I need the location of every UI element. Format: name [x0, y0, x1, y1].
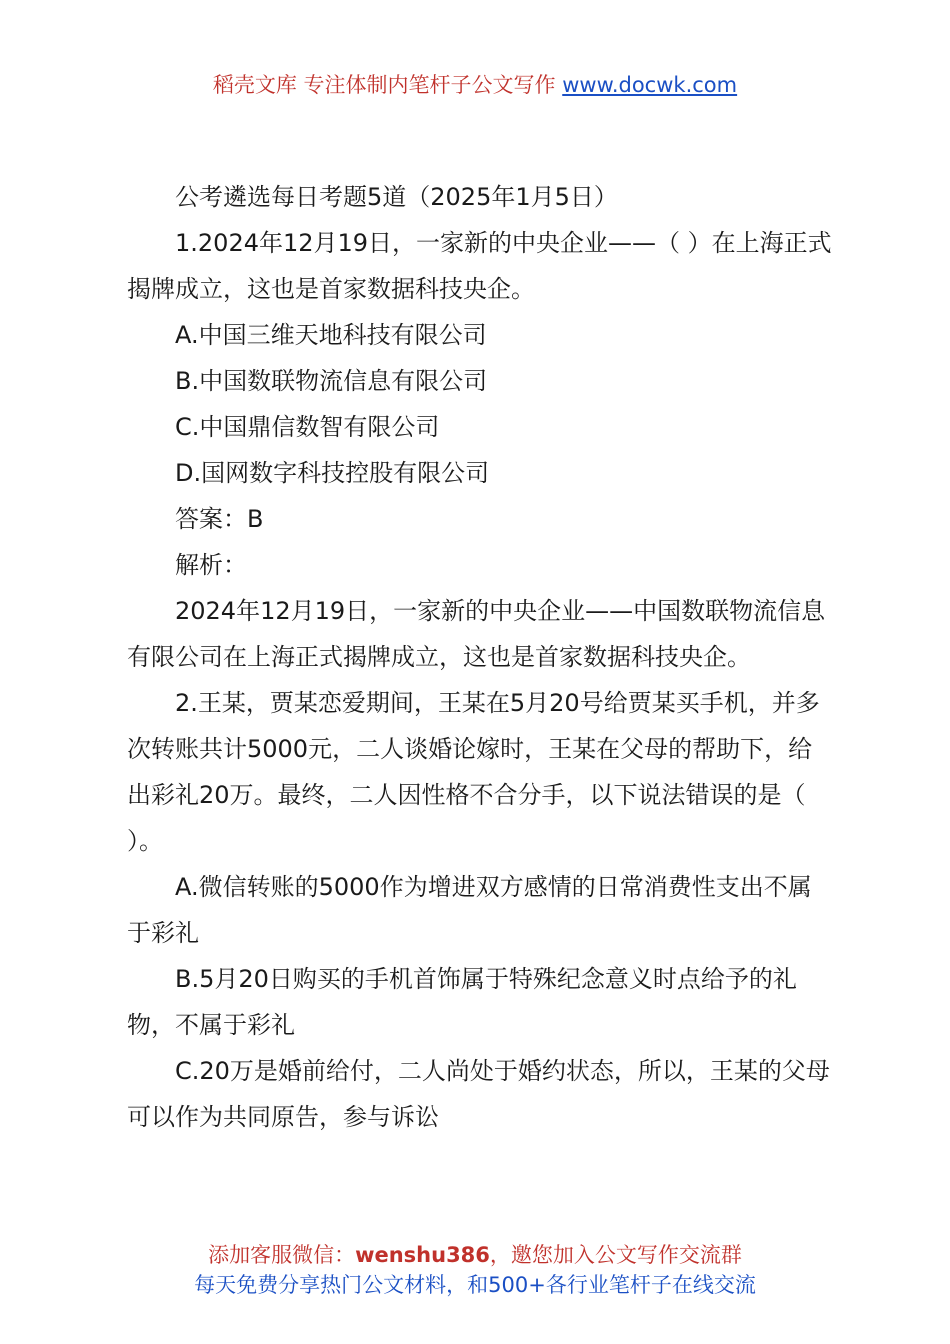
q2-option-a: A.微信转账的5000作为增进双方感情的日常消费性支出不属于彩礼	[127, 873, 812, 947]
q1-answer: 答案：B	[175, 505, 264, 533]
footer-suffix: ，邀您加入公文写作交流群	[489, 1243, 742, 1267]
q1-option-d: D.国网数字科技控股有限公司	[175, 459, 490, 487]
header-site-link[interactable]: www.docwk.com	[562, 73, 738, 97]
footer-prefix: 添加客服微信：	[208, 1243, 356, 1267]
doc-title: 公考遴选每日考题5道（2025年1月5日）	[175, 183, 618, 211]
page-header	[0, 70, 950, 100]
q1-analysis-text: 2024年12月19日，一家新的中央企业——中国数联物流信息有限公司在上海正式揭牌成立，这也是首家数据科技央企。	[127, 597, 826, 671]
question-1: 1.2024年12月19日，一家新的中央企业——（ ）在上海正式揭牌成立，这也是首家数据科技央企。	[127, 229, 832, 303]
q1-option-a: A.中国三维天地科技有限公司	[175, 321, 487, 349]
q2-option-b: B.5月20日购买的手机首饰属于特殊纪念意义时点给予的礼物，不属于彩礼	[127, 965, 797, 1039]
footer-line-2: 每天免费分享热门公文材料，和500+各行业笔杆子在线交流	[194, 1273, 756, 1297]
q1-analysis-label: 解析：	[175, 551, 247, 579]
question-2: 2.王某，贾某恋爱期间，王某在5月20号给贾某买手机，并多次转账共计5000元，二人谈婚论嫁时，王某在父母的帮助下，给出彩礼20万。最终，二人因性格不合分手，以下说法错误的是（ ）。	[127, 689, 820, 855]
document-body	[127, 174, 833, 1140]
footer-line-1	[0, 1240, 950, 1270]
q2-option-c: C.20万是婚前给付，二人尚处于婚约状态，所以，王某的父母可以作为共同原告，参与诉讼	[127, 1057, 830, 1131]
page-footer	[0, 1240, 950, 1300]
wechat-id: wenshu386	[355, 1243, 490, 1267]
header-brand: 稻壳文库 专注体制内笔杆子公文写作	[212, 73, 563, 97]
q1-option-c: C.中国鼎信数智有限公司	[175, 413, 440, 441]
q1-option-b: B.中国数联物流信息有限公司	[175, 367, 488, 395]
